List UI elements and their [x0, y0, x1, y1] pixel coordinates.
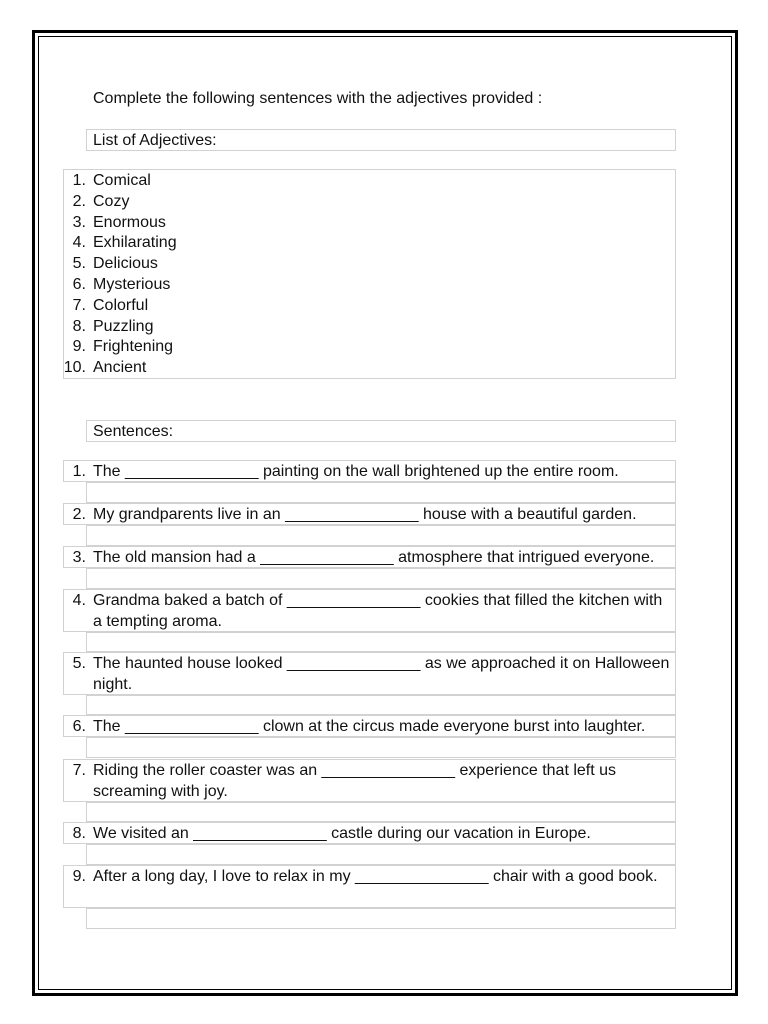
adjective-word: Enormous	[93, 213, 166, 231]
adjective-number: 8.	[72, 317, 86, 335]
sentences-heading: Sentences:	[93, 423, 174, 440]
adjective-word: Cozy	[93, 192, 130, 210]
adjective-number: 3.	[72, 213, 86, 231]
adjective-number: 6.	[72, 276, 86, 293]
instruction-text: Complete the following sentences with the adjectives provided :	[93, 90, 543, 107]
answer-space	[86, 695, 676, 715]
adjective-number: 4.	[72, 234, 86, 252]
adjective-word: Delicious	[93, 255, 158, 273]
adjective-word: Frightening	[93, 338, 174, 356]
adjective-number: 7.	[72, 296, 86, 314]
adjective-number: 1.	[72, 172, 86, 189]
adjective-word: Mysterious	[93, 276, 171, 293]
answer-space	[86, 568, 676, 589]
adjective-word: Comical	[93, 172, 151, 189]
adjective-number: 5.	[72, 255, 86, 273]
adjective-number: 9.	[72, 338, 86, 356]
answer-space	[86, 525, 676, 546]
answer-space	[86, 844, 676, 865]
adjective-word: Colorful	[93, 296, 149, 314]
adjective-number: 10.	[63, 359, 86, 377]
adjective-word: Exhilarating	[93, 234, 177, 252]
sentence-text: Riding the roller coaster was an _______________ experience that left us screaming with joy.	[93, 762, 617, 800]
answer-space	[86, 482, 676, 503]
adjectives-heading: List of Adjectives:	[93, 132, 217, 149]
adjective-word: Ancient	[93, 359, 147, 377]
sentence-text: The _______________ clown at the circus made everyone burst into laughter.	[93, 718, 646, 735]
answer-space	[86, 802, 676, 822]
sentence-number: 1.	[72, 463, 86, 480]
answer-space	[86, 632, 676, 652]
sentence-number: 3.	[72, 549, 86, 566]
answer-space	[86, 737, 676, 758]
sentence-number: 8.	[72, 825, 86, 842]
sentences-heading-box	[86, 420, 676, 442]
sentence-number: 4.	[72, 592, 86, 609]
sentence-number: 5.	[72, 655, 86, 672]
sentence-text: The old mansion had a _______________ atmosphere that intrigued everyone.	[93, 549, 655, 566]
sentence-text: After a long day, I love to relax in my _______________ chair with a good book.	[93, 868, 658, 885]
sentence-text: Grandma baked a batch of _______________ cookies that filled the kitchen with a tempting aroma.	[93, 592, 663, 630]
sentence-text: The _______________ painting on the wall brightened up the entire room.	[93, 463, 619, 480]
sentence-number: 6.	[72, 718, 86, 735]
sentence-text: My grandparents live in an _______________ house with a beautiful garden.	[93, 506, 637, 523]
adjective-word: Puzzling	[93, 317, 154, 335]
answer-space	[86, 908, 676, 929]
sentence-number: 7.	[72, 762, 86, 779]
sentence-number: 2.	[72, 506, 86, 523]
sentence-number: 9.	[72, 868, 86, 885]
adjective-number: 2.	[72, 192, 86, 210]
sentence-text: The haunted house looked _______________ as we approached it on Halloween night.	[93, 655, 670, 693]
sentence-text: We visited an _______________ castle during our vacation in Europe.	[93, 825, 591, 842]
